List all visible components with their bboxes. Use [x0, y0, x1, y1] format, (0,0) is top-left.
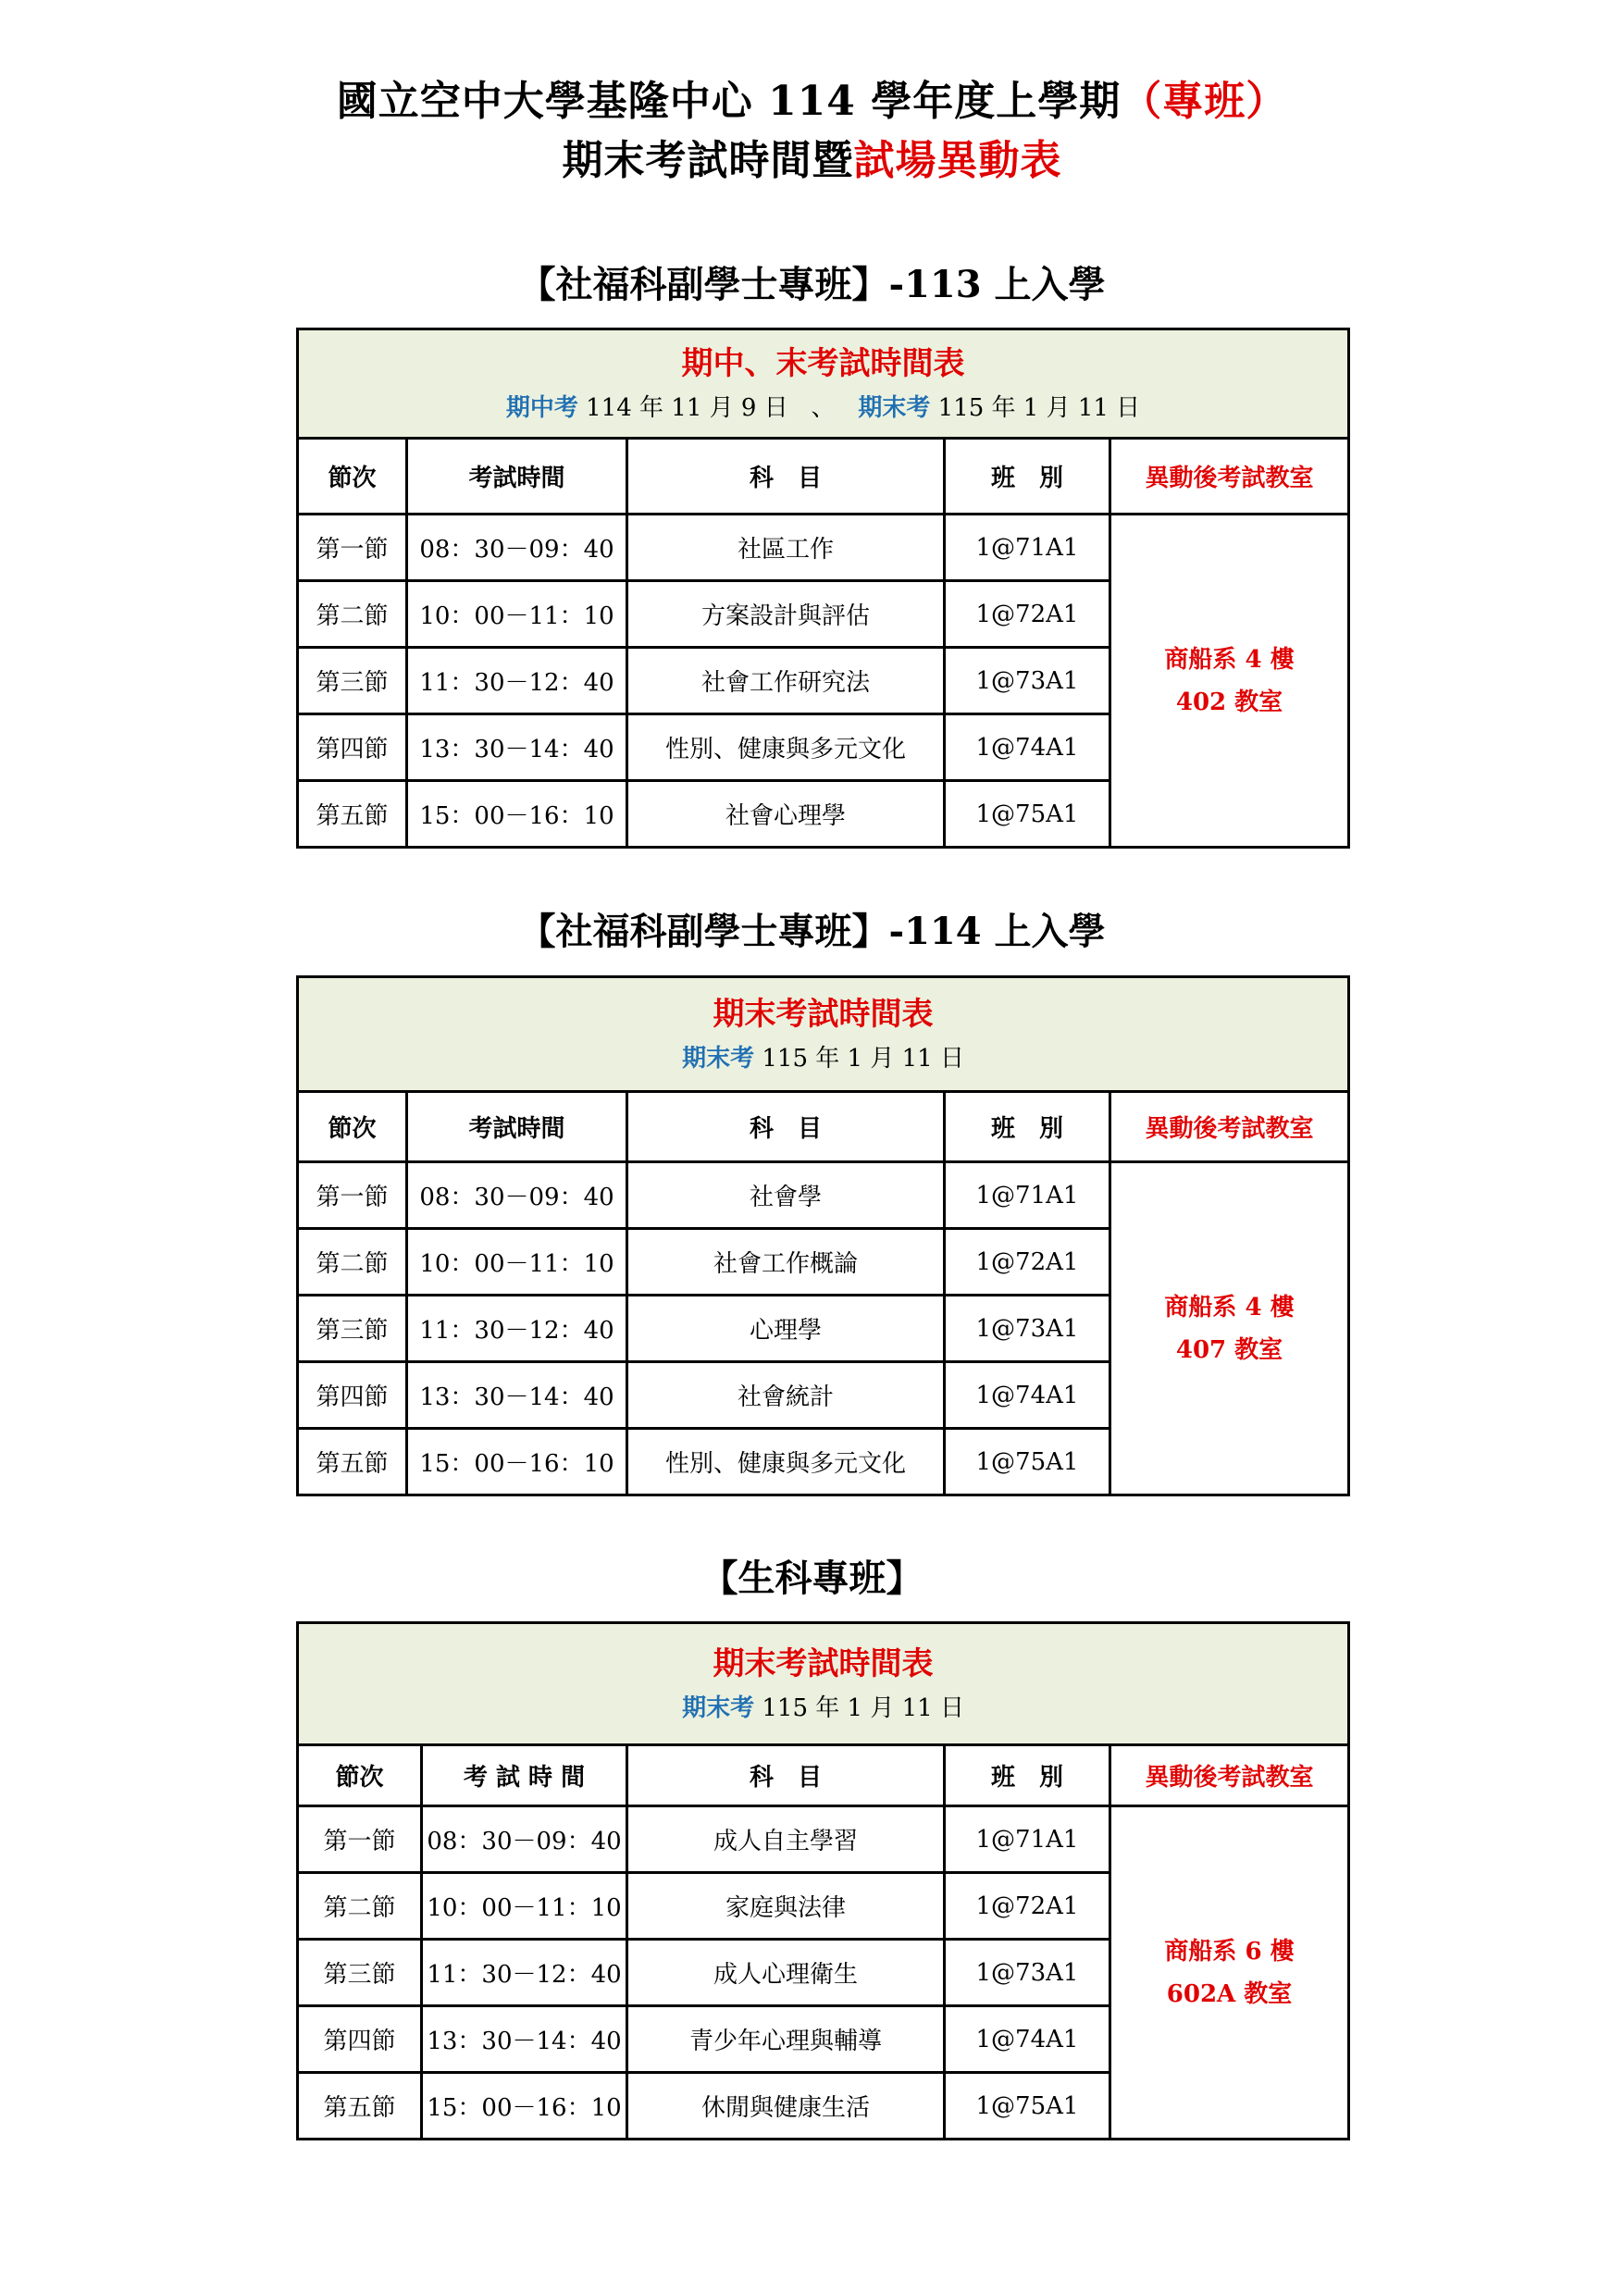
exam-table-113 — [296, 328, 1350, 849]
title-red-text: （專班） — [1121, 78, 1288, 125]
subject-cell: 社會工作研究法 — [627, 648, 945, 714]
section-title-113: 【社福科副學士專班】-113 上入學 — [518, 263, 1106, 306]
header-room: 異動後考試教室 — [1110, 1092, 1349, 1162]
subject-cell: 成人心理衛生 — [627, 1940, 945, 2006]
time-cell: 11：30－12：40 — [407, 648, 627, 714]
period-cell: 第二節 — [298, 581, 407, 648]
room-number: 602A 教室 — [1166, 1979, 1293, 2008]
exam-table-114 — [296, 975, 1350, 1496]
time-cell: 08：30－09：40 — [407, 1162, 627, 1229]
header-period: 節次 — [298, 1745, 422, 1806]
time-cell: 10：00－11：10 — [422, 1873, 627, 1940]
document-title-line-2 — [0, 131, 1624, 191]
room-cell — [1110, 1162, 1349, 1495]
room-cell — [1110, 515, 1349, 848]
class-cell: 1@74A1 — [945, 2006, 1110, 2073]
header-time: 考試時間 — [407, 439, 627, 515]
class-cell: 1@71A1 — [945, 515, 1110, 581]
class-cell: 1@73A1 — [945, 648, 1110, 714]
table-header-row — [298, 439, 1349, 515]
period-cell: 第四節 — [298, 2006, 422, 2073]
period-cell: 第一節 — [298, 1162, 407, 1229]
table-row — [298, 1162, 1349, 1229]
table-info-cell — [298, 329, 1349, 439]
header-time: 考 試 時 間 — [422, 1745, 627, 1806]
document-header — [0, 72, 1624, 191]
time-cell: 08：30－09：40 — [422, 1806, 627, 1873]
header-class: 班 別 — [945, 1092, 1110, 1162]
period-cell: 第五節 — [298, 2073, 422, 2140]
subtitle-red-text: 試場異動表 — [853, 137, 1062, 184]
period-cell: 第四節 — [298, 1362, 407, 1429]
header-time: 考試時間 — [407, 1092, 627, 1162]
final-date: 115 年 1 月 11 日 — [762, 1693, 964, 1722]
table-title: 期末考試時間表 — [713, 1644, 934, 1682]
header-room: 異動後考試教室 — [1110, 439, 1349, 515]
class-cell: 1@73A1 — [945, 1940, 1110, 2006]
subject-cell: 青少年心理與輔導 — [627, 2006, 945, 2073]
header-room: 異動後考試教室 — [1110, 1745, 1349, 1806]
subject-cell: 性別、健康與多元文化 — [627, 1429, 945, 1495]
header-period: 節次 — [298, 439, 407, 515]
class-cell: 1@72A1 — [945, 1229, 1110, 1296]
period-cell: 第四節 — [298, 714, 407, 781]
time-cell: 11：30－12：40 — [407, 1296, 627, 1362]
table-header-row — [298, 1092, 1349, 1162]
table-row — [298, 1806, 1349, 1873]
final-label: 期末考 — [858, 393, 931, 422]
table-info-cell — [298, 1623, 1349, 1745]
exam-dates — [299, 1038, 1347, 1079]
period-cell: 第二節 — [298, 1229, 407, 1296]
final-date: 115 年 1 月 11 日 — [762, 1044, 964, 1073]
time-cell: 15：00－16：10 — [407, 781, 627, 848]
subject-cell: 社會工作概論 — [627, 1229, 945, 1296]
room-cell — [1110, 1806, 1349, 2140]
time-cell: 10：00－11：10 — [407, 581, 627, 648]
class-cell: 1@71A1 — [945, 1162, 1110, 1229]
time-cell: 13：30－14：40 — [407, 714, 627, 781]
time-cell: 15：00－16：10 — [407, 1429, 627, 1495]
subject-cell: 成人自主學習 — [627, 1806, 945, 1873]
time-cell: 13：30－14：40 — [407, 1362, 627, 1429]
time-cell: 13：30－14：40 — [422, 2006, 627, 2073]
subject-cell: 心理學 — [627, 1296, 945, 1362]
table-info-cell — [298, 977, 1349, 1092]
room-number: 407 教室 — [1175, 1335, 1283, 1364]
subject-cell: 休閒與健康生活 — [627, 2073, 945, 2140]
exam-dates — [299, 1688, 1347, 1729]
room-building: 商船系 4 樓 — [1164, 1293, 1295, 1321]
subject-cell: 社會心理學 — [627, 781, 945, 848]
period-cell: 第三節 — [298, 648, 407, 714]
period-cell: 第一節 — [298, 1806, 422, 1873]
subject-cell: 社會學 — [627, 1162, 945, 1229]
table-header-row — [298, 1745, 1349, 1806]
table-row — [298, 515, 1349, 581]
period-cell: 第一節 — [298, 515, 407, 581]
midterm-date: 114 年 11 月 9 日 — [586, 393, 788, 422]
subject-cell: 社會統計 — [627, 1362, 945, 1429]
header-class: 班 別 — [945, 1745, 1110, 1806]
final-date: 115 年 1 月 11 日 — [937, 393, 1141, 422]
room-building: 商船系 6 樓 — [1164, 1937, 1295, 1966]
subject-cell: 家庭與法律 — [627, 1873, 945, 1940]
header-subject: 科 目 — [627, 1745, 945, 1806]
period-cell: 第二節 — [298, 1873, 422, 1940]
header-subject: 科 目 — [627, 1092, 945, 1162]
class-cell: 1@73A1 — [945, 1296, 1110, 1362]
period-cell: 第三節 — [298, 1940, 422, 2006]
period-cell: 第五節 — [298, 781, 407, 848]
class-cell: 1@74A1 — [945, 714, 1110, 781]
midterm-label: 期中考 — [505, 393, 578, 422]
class-cell: 1@75A1 — [945, 1429, 1110, 1495]
header-class: 班 別 — [945, 439, 1110, 515]
subject-cell: 社區工作 — [627, 515, 945, 581]
table-title: 期末考試時間表 — [713, 995, 934, 1033]
class-cell: 1@75A1 — [945, 781, 1110, 848]
final-label: 期末考 — [682, 1693, 755, 1722]
class-cell: 1@72A1 — [945, 1873, 1110, 1940]
subject-cell: 性別、健康與多元文化 — [627, 714, 945, 781]
class-cell: 1@75A1 — [945, 2073, 1110, 2140]
header-subject: 科 目 — [627, 439, 945, 515]
title-main-text: 國立空中大學基隆中心 114 學年度上學期 — [336, 78, 1122, 125]
room-building: 商船系 4 樓 — [1164, 645, 1295, 674]
subject-cell: 方案設計與評估 — [627, 581, 945, 648]
section-title-114: 【社福科副學士專班】-114 上入學 — [518, 910, 1106, 953]
time-cell: 10：00－11：10 — [407, 1229, 627, 1296]
header-period: 節次 — [298, 1092, 407, 1162]
period-cell: 第五節 — [298, 1429, 407, 1495]
exam-table-bio — [296, 1621, 1350, 2140]
table-title: 期中、末考試時間表 — [681, 344, 965, 382]
time-cell: 15：00－16：10 — [422, 2073, 627, 2140]
class-cell: 1@71A1 — [945, 1806, 1110, 1873]
section-title-bio: 【生科專班】 — [700, 1557, 924, 1600]
date-separator: 、 — [811, 393, 836, 422]
subtitle-main-text: 期末考試時間暨 — [562, 137, 854, 184]
time-cell: 08：30－09：40 — [407, 515, 627, 581]
period-cell: 第三節 — [298, 1296, 407, 1362]
time-cell: 11：30－12：40 — [422, 1940, 627, 2006]
room-number: 402 教室 — [1175, 688, 1283, 716]
exam-dates — [299, 388, 1347, 428]
document-title-line-1 — [0, 72, 1624, 131]
class-cell: 1@72A1 — [945, 581, 1110, 648]
class-cell: 1@74A1 — [945, 1362, 1110, 1429]
final-label: 期末考 — [682, 1044, 755, 1073]
